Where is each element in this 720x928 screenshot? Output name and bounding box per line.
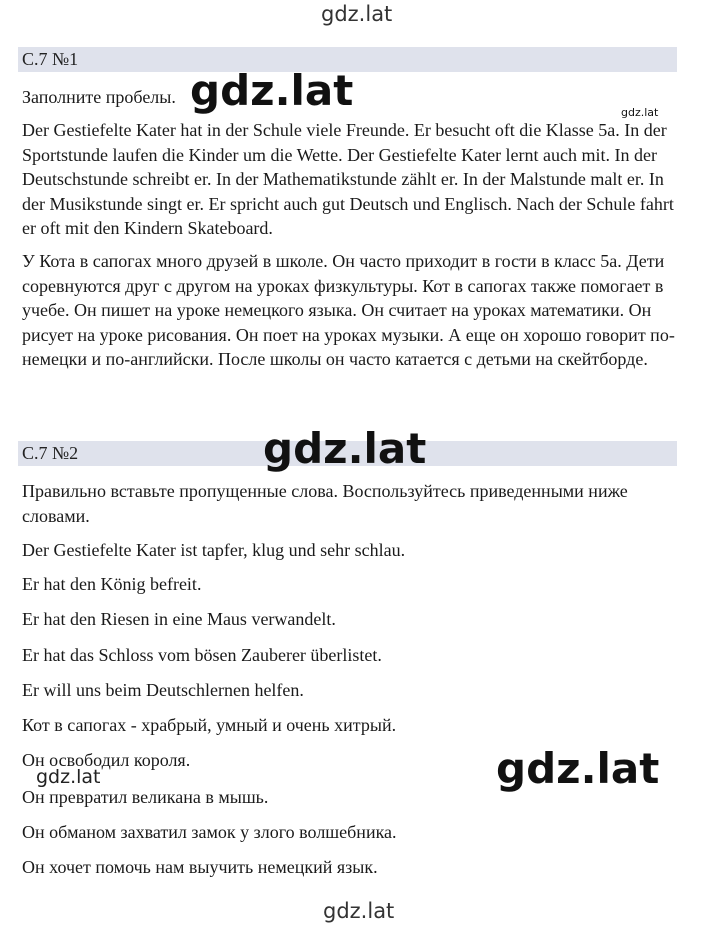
section-2-line: Er hat den König befreit.: [22, 574, 202, 594]
watermark-big-2: gdz.lat: [263, 424, 427, 473]
section-2-header: С.7 №2: [22, 443, 79, 463]
section-2-line: Er hat das Schloss vom bösen Zauberer überlistet.: [22, 645, 382, 665]
watermark-mid: gdz.lat: [36, 766, 101, 788]
section-2-line: Он освободил короля.: [22, 750, 191, 770]
watermark-big-3: gdz.lat: [496, 744, 660, 793]
section-2-line: Der Gestiefelte Kater ist tapfer, klug und sehr schlau.: [22, 540, 406, 560]
section-1-instruction: Заполните пробелы.: [22, 87, 176, 107]
section-2-instruction: Правильно вставьте пропущенные слова. Воспользуйтесь приведенными ниже словами.: [22, 481, 628, 526]
watermark-top: gdz.lat: [321, 2, 393, 26]
watermark-bottom: gdz.lat: [323, 899, 395, 923]
section-2-line: Он обманом захватил замок у злого волшебника.: [22, 822, 397, 842]
section-2-line: Er hat den Riesen in eine Maus verwandelt.: [22, 609, 336, 629]
section-2-line: Er will uns beim Deutschlernen helfen.: [22, 680, 304, 700]
section-1-header: С.7 №1: [22, 49, 79, 69]
section-1-russian-text: У Кота в сапогах много друзей в школе. Он часто приходит в гости в класс 5а. Дети соревнуются друг с другом на уроках физкультуры. Кот в сапогах также помогает в учебе. Он пишет на уроке немецкого языка. Он считает на уроках математики. Он рисует на уроке рисования. Он поет на уроках музыки. А еще он хорошо говорит по-немецки и по-английски. После школы он часто катается с детьми на скейтборде.: [22, 251, 675, 369]
section-2-line: Он хочет помочь нам выучить немецкий язык.: [22, 857, 378, 877]
section-1-german-text: Der Gestiefelte Kater hat in der Schule viele Freunde. Er besucht oft die Klasse 5a. In der Sportstunde laufen die Kinder um die Wette. Der Gestiefelte Kater lernt auch mit. In der Deutschstunde schreibt er. In der Mathematikstunde zählt er. In der Malstunde malt er. In der Musikstunde singt er. Er spricht auch gut Deutsch und Englisch. Nach der Schule fahrt er oft mit den Kindern Skateboard.: [22, 120, 674, 238]
watermark-small: gdz.lat: [621, 106, 659, 119]
watermark-big-1: gdz.lat: [190, 66, 354, 115]
section-2-line: Кот в сапогах - храбрый, умный и очень хитрый.: [22, 715, 397, 735]
section-2-line: Он превратил великана в мышь.: [22, 787, 269, 807]
